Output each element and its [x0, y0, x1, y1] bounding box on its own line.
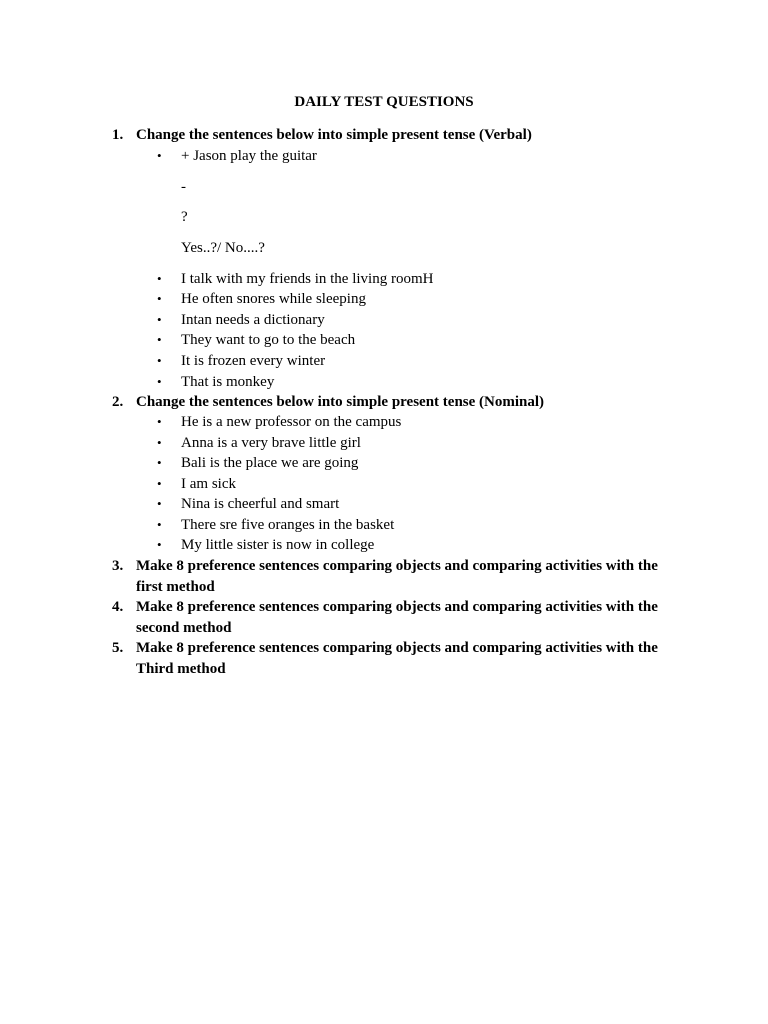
list-item — [157, 351, 325, 371]
bullet-icon: • — [157, 537, 162, 552]
question-2 — [112, 392, 672, 413]
list-item — [157, 474, 236, 494]
bullet-icon: • — [157, 435, 162, 450]
list-item — [157, 310, 325, 330]
list-item-text: Bali is the place we are going — [181, 455, 359, 471]
bullet-icon: • — [157, 353, 162, 368]
list-item-text: He is a new professor on the campus — [181, 414, 402, 430]
list-item-text: + Jason play the guitar — [181, 148, 317, 164]
list-item-text: They want to go to the beach — [181, 332, 356, 348]
list-item-text: He often snores while sleeping — [181, 291, 366, 307]
list-item — [157, 453, 358, 473]
list-item-text: Intan needs a dictionary — [181, 312, 325, 328]
question-text: Make 8 preference sentences comparing objects and comparing activities with the second method — [136, 599, 658, 636]
list-item-text: I am sick — [181, 476, 236, 492]
list-item-text: Nina is cheerful and smart — [181, 496, 340, 512]
list-item-text: There sre five oranges in the basket — [181, 517, 395, 533]
list-item — [157, 330, 355, 350]
question-5 — [112, 638, 672, 679]
list-item-text: Anna is a very brave little girl — [181, 435, 361, 451]
list-item-text: I talk with my friends in the living roomH — [181, 271, 434, 287]
list-item — [157, 146, 317, 166]
question-number: 1. — [112, 127, 124, 143]
bullet-icon: • — [157, 496, 162, 511]
bullet-icon: • — [157, 374, 162, 389]
list-item — [157, 269, 433, 289]
question-text: Make 8 preference sentences comparing objects and comparing activities with the first method — [136, 558, 658, 595]
bullet-icon: • — [157, 271, 162, 286]
question-text: Make 8 preference sentences comparing objects and comparing activities with the Third method — [136, 640, 658, 677]
bullet-icon: • — [157, 332, 162, 347]
question-number: 5. — [112, 640, 124, 656]
question-text: Change the sentences below into simple present tense (Nominal) — [136, 394, 545, 410]
list-item — [157, 494, 339, 514]
list-item — [157, 535, 374, 555]
list-item-text: My little sister is now in college — [181, 537, 375, 553]
bullet-icon: • — [157, 414, 162, 429]
question-4 — [112, 597, 672, 638]
question-3 — [112, 556, 672, 597]
question-number: 2. — [112, 394, 124, 410]
list-item — [157, 412, 401, 432]
question-number: 4. — [112, 599, 124, 615]
list-item — [157, 515, 394, 535]
bullet-icon: • — [157, 455, 162, 470]
answer-line-negative: - — [181, 179, 186, 195]
question-number: 3. — [112, 558, 124, 574]
list-item-text: It is frozen every winter — [181, 353, 326, 369]
answer-line-short-answer: Yes..?/ No....? — [181, 240, 265, 256]
list-item — [157, 289, 366, 309]
bullet-icon: • — [157, 312, 162, 327]
bullet-icon: • — [157, 517, 162, 532]
list-item — [157, 372, 274, 392]
list-item — [157, 433, 361, 453]
question-1 — [112, 125, 672, 146]
list-item-text: That is monkey — [181, 374, 275, 390]
answer-line-interrogative: ? — [181, 209, 188, 225]
bullet-icon: • — [157, 291, 162, 306]
question-text: Change the sentences below into simple present tense (Verbal) — [136, 127, 532, 143]
bullet-icon: • — [157, 148, 162, 163]
document-title: DAILY TEST QUESTIONS — [294, 94, 474, 110]
bullet-icon: • — [157, 476, 162, 491]
